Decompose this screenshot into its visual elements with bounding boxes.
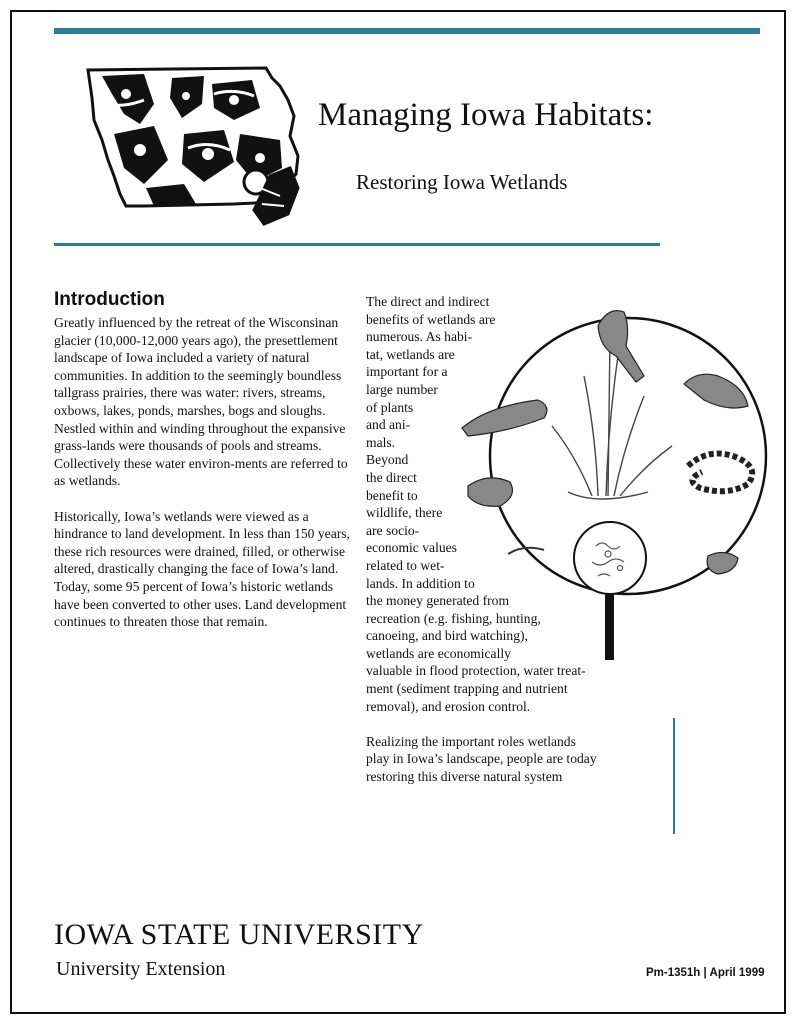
document-title: Managing Iowa Habitats: (318, 97, 654, 133)
publication-number: Pm-1351h | April 1999 (646, 967, 765, 979)
benefits-line: tat, wetlands are (366, 346, 455, 362)
benefits-line: numerous. As habi- (366, 329, 473, 345)
intro-column (54, 314, 354, 648)
top-rule (54, 28, 760, 34)
intro-heading: Introduction (54, 289, 165, 310)
benefits-line: wildlife, there (366, 505, 443, 521)
document-subtitle: Restoring Iowa Wetlands (356, 170, 568, 194)
benefits-line: the direct (366, 469, 417, 485)
benefits-line: economic values (366, 540, 457, 556)
benefits-line: the money generated from (366, 593, 510, 609)
intro-paragraph-2: Historically, Iowa’s wetlands were viewed as a hindrance to land development. In less than 150 years, these rich resources were drained, filled, or otherwise altered, drastically changing the face of Iowa’s land. Today, some 95 percent of Iowa’s historic wetlands have been converted to other uses. Land development continues to threaten those that remain. (54, 508, 350, 630)
university-name: IOWA STATE UNIVERSITY (54, 918, 424, 951)
benefits-line: Beyond (366, 452, 409, 468)
benefits-line: of plants (366, 399, 414, 415)
middle-rule (54, 243, 660, 246)
benefits-line: removal), and erosion control. (366, 698, 531, 714)
benefits-line: wetlands are economically (366, 645, 511, 661)
benefits-line: ment (sediment trapping and nutrient (366, 681, 568, 697)
column-accent-line (673, 718, 675, 834)
university-extension: University Extension (56, 958, 226, 980)
benefits-line: benefit to (366, 487, 418, 503)
benefits-line: and ani- (366, 417, 411, 433)
benefits-column (366, 293, 666, 786)
benefits-line: recreation (e.g. fishing, hunting, (366, 610, 541, 626)
paragraph-gap (366, 715, 666, 733)
conclusion-line: play in Iowa’s landscape, people are today (366, 751, 597, 767)
benefits-line: are socio- (366, 522, 420, 538)
iowa-wildlife-map-icon (84, 64, 310, 232)
conclusion-line: restoring this diverse natural system (366, 769, 563, 785)
benefits-line: valuable in flood protection, water treat- (366, 663, 586, 679)
benefits-line: canoeing, and bird watching), (366, 628, 528, 644)
benefits-line: large number (366, 381, 438, 397)
intro-paragraph-1: Greatly influenced by the retreat of the Wisconsinan glacier (10,000-12,000 years ago), the presettlement landscape of Iowa included a variety of natural communities. In addition to the seemingly boundless tallgrass prairies, there was water: rivers, streams, oxbows, lakes, ponds, marshes, bogs and sloughs. Nestled within and winding throughout the expansive grass-lands were thousands of pools and streams. Collectively these water environ-ments are referred to as wetlands. (54, 315, 348, 489)
benefits-line: important for a (366, 364, 448, 380)
benefits-line: The direct and indirect (366, 294, 490, 309)
benefits-line: lands. In addition to (366, 575, 475, 591)
benefits-line: mals. (366, 434, 396, 450)
conclusion-line: Realizing the important roles wetlands (366, 733, 576, 749)
benefits-line: benefits of wetlands are (366, 311, 496, 327)
benefits-line: related to wet- (366, 557, 445, 573)
